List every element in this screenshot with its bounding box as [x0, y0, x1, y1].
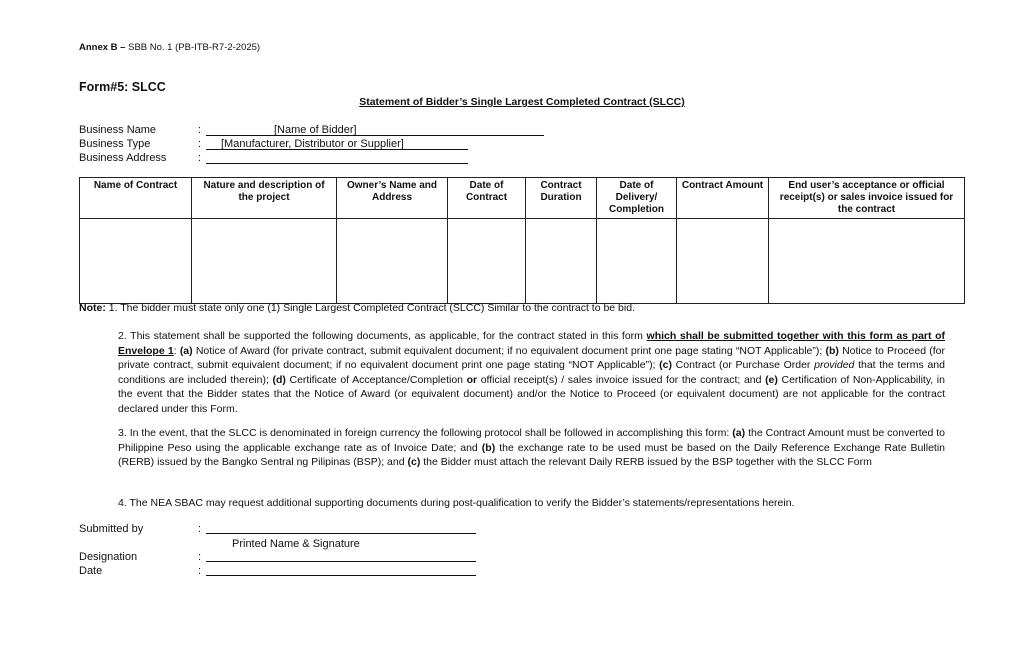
- table-row: [80, 219, 965, 304]
- submitted-by-field[interactable]: [206, 533, 476, 534]
- col-header-nature-description: Nature and description of the project: [192, 178, 337, 219]
- colon: :: [198, 152, 202, 164]
- signature-caption: Printed Name & Signature: [232, 538, 360, 550]
- business-type-label: Business Type: [79, 138, 151, 150]
- designation-row: [79, 551, 202, 563]
- slcc-table: [79, 177, 965, 304]
- colon: :: [198, 124, 202, 136]
- colon: :: [198, 565, 202, 577]
- business-name-field[interactable]: [206, 123, 544, 136]
- col-header-contract-duration: Contract Duration: [526, 178, 597, 219]
- table-cell[interactable]: [597, 219, 677, 304]
- submitted-by-label: Submitted by: [79, 523, 144, 535]
- table-cell[interactable]: [80, 219, 192, 304]
- col-header-name-of-contract: Name of Contract: [80, 178, 192, 219]
- form-number: Form#5: SLCC: [79, 80, 166, 94]
- date-row: [79, 565, 202, 577]
- submitted-by-row: [79, 523, 202, 535]
- note-3: 3. In the event, that the SLCC is denominated in foreign currency the following protocol shall be followed in accomplishing this form: (a) the Contract Amount must be converted to Philippine Peso using the applicable exchange rate as of Invoice Date; and (b) the exchange rate to be used must be based on the Daily Reference Exchange Rate Bulletin (RERB) issued by the Bangko Sentral ng Pilipinas (BSP); and (c) the Bidder must attach the relevant Daily RERB issued by the BSP together with the SLCC Form: [118, 427, 946, 468]
- business-address-label: Business Address: [79, 152, 167, 164]
- col-header-end-user-acceptance: End user’s acceptance or official receipt(s) or sales invoice issued for the contract: [769, 178, 965, 219]
- col-header-owner-name-address: Owner’s Name and Address: [337, 178, 448, 219]
- colon: :: [198, 551, 202, 563]
- table-cell[interactable]: [677, 219, 769, 304]
- table-cell[interactable]: [192, 219, 337, 304]
- designation-field[interactable]: [206, 561, 476, 562]
- form-title: Statement of Bidder’s Single Largest Completed Contract (SLCC): [359, 96, 685, 108]
- colon: :: [198, 523, 202, 535]
- note-1: Note: 1. The bidder must state only one (1) Single Largest Completed Contract (SLCC) Similar to the contract to be bid.: [79, 302, 635, 314]
- col-header-date-of-contract: Date of Contract: [448, 178, 526, 219]
- business-address-field[interactable]: [206, 151, 468, 164]
- table-cell[interactable]: [448, 219, 526, 304]
- designation-label: Designation: [79, 551, 138, 563]
- annex-reference: Annex B – SBB No. 1 (PB-ITB-R7-2-2025): [79, 42, 261, 53]
- business-name-label: Business Name: [79, 124, 157, 136]
- col-header-contract-amount: Contract Amount: [677, 178, 769, 219]
- table-cell[interactable]: [769, 219, 965, 304]
- col-header-date-of-delivery: Date of Delivery/ Completion: [597, 178, 677, 219]
- table-header-row: [80, 178, 965, 219]
- note-2: 2. This statement shall be supported the following documents, as applicable, for the contract stated in this form which shall be submitted together with this form as part of Envelope 1: (a) Notice of Award (for private contract, submit equivalent document; if no equivalent document print one page stating “NOT Applicable”); (b) Notice to Proceed (for private contract, submit equivalent document; if no equivalent document print one page stating “NOT Applicable”); (c) Contract (or Purchase Order provided that the terms and conditions are included therein); (d) Certificate of Acceptance/Completion or official receipt(s) / sales invoice issued for the contract; and (e) Certification of Non-Applicability, in the event that the Bidder states that the Notice of Award (or equivalent document) and/or the Notice to Proceed (or equivalent document) are not applicable for the contract declared under this Form.: [118, 330, 945, 415]
- note-4: 4. The NEA SBAC may request additional supporting documents during post-qualification to verify the Bidder’s statements/representations herein.: [118, 497, 795, 509]
- business-type-placeholder: [Manufacturer, Distributor or Supplier]: [221, 138, 404, 150]
- business-name-placeholder: [Name of Bidder]: [274, 124, 357, 136]
- date-field[interactable]: [206, 575, 476, 576]
- colon: :: [198, 138, 202, 150]
- date-label: Date: [79, 565, 103, 577]
- table-cell[interactable]: [337, 219, 448, 304]
- table-cell[interactable]: [526, 219, 597, 304]
